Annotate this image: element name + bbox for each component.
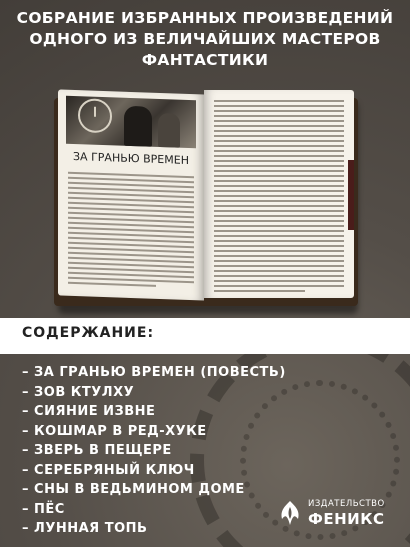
contents-item: – ЗОВ КТУЛХУ [22,383,286,403]
book-page-left [58,89,204,300]
headline-line-3: ФАНТАСТИКИ [141,51,269,69]
book-page-right [204,90,354,298]
figure-silhouette-2 [158,113,180,148]
bookmark-ribbon [348,160,354,230]
contents-item: – ЗВЕРЬ В ПЕЩЕРЕ [22,441,286,461]
publisher-name: ФЕНИКС [308,510,385,528]
contents-item: – СЕРЕБРЯНЫЙ КЛЮЧ [22,461,286,481]
contents-list [22,363,286,539]
page-text-right [214,100,344,295]
contents-item: – ЗА ГРАНЬЮ ВРЕМЕН (ПОВЕСТЬ) [22,363,286,383]
contents-item: – ЛУННАЯ ТОПЬ [22,519,286,539]
open-book-image [52,90,360,314]
headline-line-2: ОДНОГО ИЗ ВЕЛИЧАЙШИХ МАСТЕРОВ [29,30,381,48]
headline [0,8,410,71]
contents-heading: СОДЕРЖАНИЕ: [22,325,155,341]
contents-item: – ПЁС [22,500,286,520]
publisher-label: ИЗДАТЕЛЬСТВО [308,499,385,509]
headline-line-1: СОБРАНИЕ ИЗБРАННЫХ ПРОИЗВЕДЕНИЙ [16,9,394,27]
contents-item: – СНЫ В ВЕДЬМИНОМ ДОМЕ [22,480,286,500]
contents-item: – КОШМАР В РЕД-ХУКЕ [22,422,286,442]
figure-silhouette [124,106,152,147]
clock-icon [78,98,112,133]
publisher-logo [276,495,385,531]
page-text-left [68,172,194,291]
phoenix-logo-icon [276,499,304,527]
contents-item: – СИЯНИЕ ИЗВНЕ [22,402,286,422]
chapter-title: ЗА ГРАНЬЮ ВРЕМЕН [73,149,189,168]
chapter-illustration [66,96,196,149]
